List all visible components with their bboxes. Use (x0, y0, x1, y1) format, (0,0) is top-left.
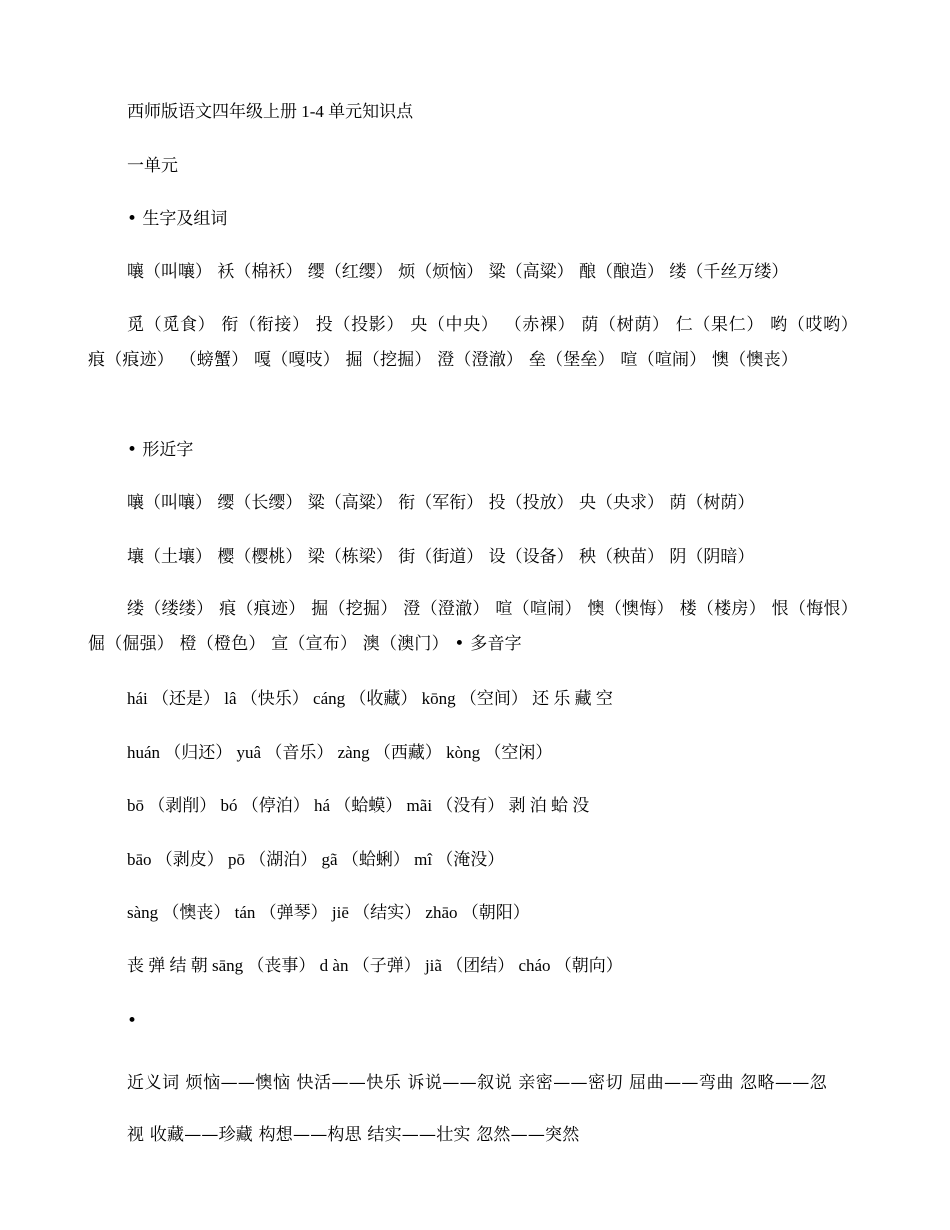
section-heading-similar-characters: • 形近字 (127, 440, 194, 460)
unit-heading: 一单元 (127, 156, 178, 176)
new-characters-paragraph: 觅（觅食） 衔（衔接） 投（投影） 央（中央） （赤裸） 荫（树荫） 仁（果仁） 哟（哎哟） 痕（痕迹） （螃蟹） 嘎（嘎吱） 掘（挖掘） 澄（澄澈） 垒（堡垒） 喧（喧闹） 懊（懊丧） (88, 315, 858, 370)
polyphone-line: hái （还是） lâ （快乐） cáng （收藏） kōng （空间） 还 乐 藏 空 (127, 689, 613, 708)
new-characters-line: 嚷（叫嚷） 袄（棉袄） 缨（红缨） 烦（烦恼） 粱（高粱） 酿（酿造） 缕（千丝万缕） (127, 262, 789, 282)
polyphone-line: huán （归还） yuâ （音乐） zàng （西藏） kòng （空闲） (127, 743, 553, 762)
document-title: 西师版语文四年级上册 1-4 单元知识点 (127, 102, 414, 121)
synonyms-paragraph: 近义词 烦恼——懊恼 快活——快乐 诉说——叙说 亲密——密切 屈曲——弯曲 忽略——忽视 收藏——珍藏 构想——构思 结实——壮实 忽然——突然 (127, 1073, 827, 1145)
polyphone-line: sàng （懊丧） tán （弹琴） jiē （结实） zhāo （朝阳） (127, 903, 530, 922)
similar-characters-paragraph: 缕（缕缕） 痕（痕迹） 掘（挖掘） 澄（澄澈） 喧（喧闹） 懊（懊悔） 楼（楼房） 恨（悔恨） 倔（倔强） 橙（橙色） 宣（宣布） 澳（澳门） • 多音字 (88, 599, 858, 654)
similar-characters-line: 嚷（叫嚷） 缨（长缨） 粱（高粱） 衔（军衔） 投（投放） 央（央求） 荫（树荫） (127, 493, 755, 513)
polyphone-line: bāo （剥皮） pō （湖泊） gã （蛤蜊） mî （淹没） (127, 850, 505, 869)
section-heading-new-characters: • 生字及组词 (127, 209, 228, 229)
bullet-marker: • (127, 1011, 138, 1031)
similar-characters-line: 壤（土壤） 樱（樱桃） 梁（栋梁） 街（街道） 设（设备） 秧（秧苗） 阴（阴暗） (127, 547, 755, 567)
polyphone-line: bō （剥削） bó （停泊） há （蛤蟆） mãi （没有） 剥 泊 蛤 没 (127, 796, 590, 815)
polyphone-line: 丧 弹 结 朝 sāng （丧事） d àn （子弹） jiã （团结） cháo （朝向） (127, 956, 623, 975)
